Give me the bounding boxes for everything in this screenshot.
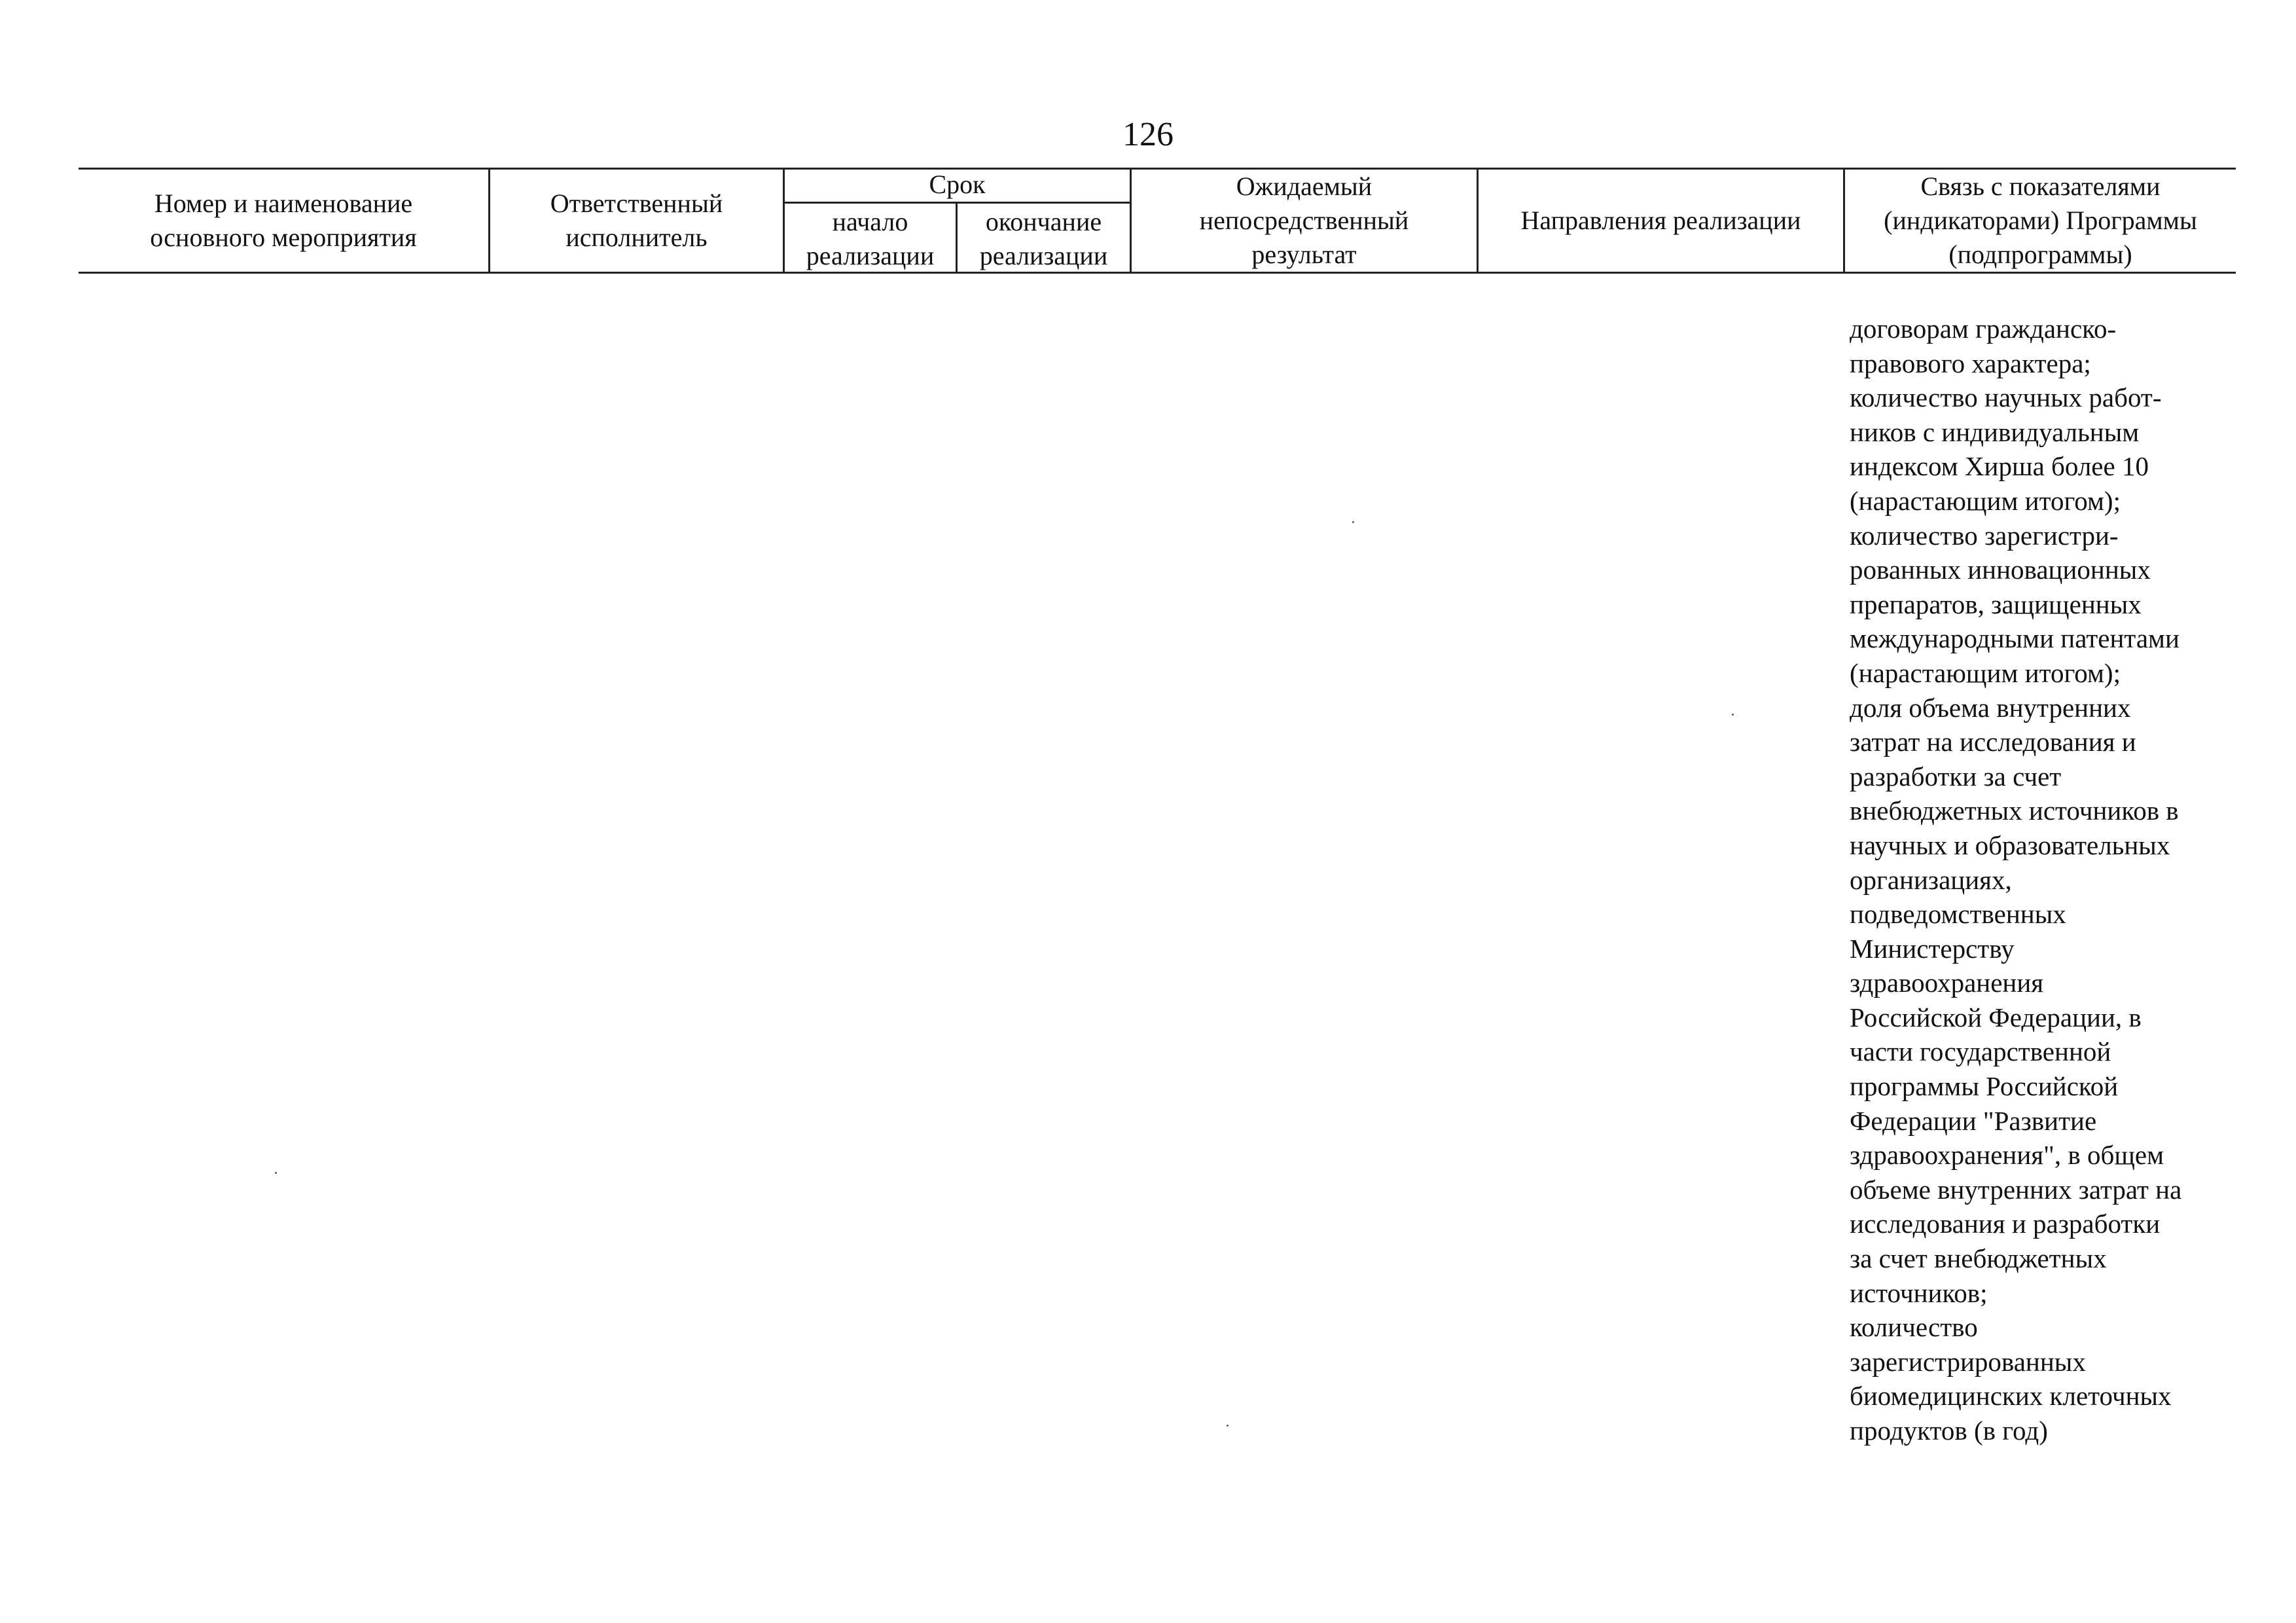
header-srok: Срок [929, 170, 986, 199]
scan-speck [275, 1172, 277, 1174]
header-srok-end: окончание реализации [979, 206, 1108, 270]
indicators-text: договорам гражданско- правового характера; количество научных работ- ников с индивидуальным индексом Хирша более 10 (нарастающим итогом); количество зарегистри- рованных инновационных препаратов, защищенных международными патентами (нарастающим итогом); доля объема внутренних затрат на исследования и разработки за счет внебюджетных источников в научных и образовательных организациях, подведомственных Министерству здравоохранения Российской Федерации, в части государственной программы Российской Федерации "Развитие здравоохранения", в общем объеме внутренних затрат на исследования и разработки за счет внебюджетных источников; количество зарегистрированных биомедицинских клеточных продуктов (в год) [1850, 314, 2182, 1446]
header-srok-start: начало реализации [806, 206, 935, 270]
header-expected-result: Ожидаемый непосредственный результат [1199, 172, 1409, 269]
header-event-name: Номер и наименование основного мероприятия [150, 189, 417, 252]
page-number: 126 [1122, 116, 1174, 153]
header-indicators-link: Связь с показателями (индикаторами) Программы (подпрограммы) [1884, 172, 2197, 269]
scan-speck [1352, 521, 1354, 523]
scan-speck [1227, 1425, 1229, 1427]
scan-speck [1732, 714, 1734, 716]
header-responsible: Ответственный исполнитель [550, 189, 723, 252]
table-header [79, 168, 2236, 274]
header-directions: Направления реализации [1520, 206, 1801, 235]
